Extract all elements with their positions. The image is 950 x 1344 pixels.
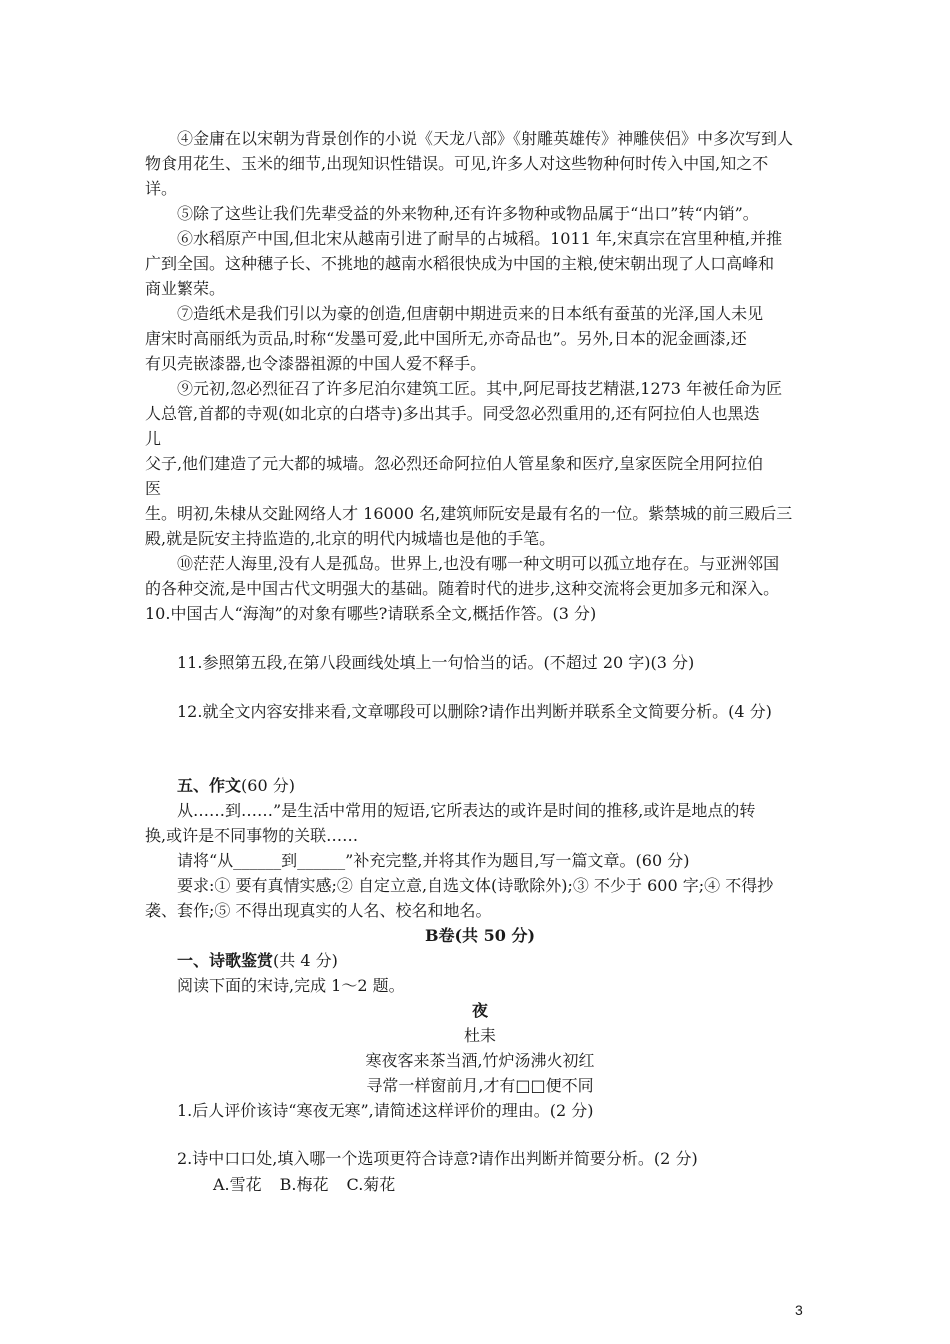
question-12: 12.就全文内容安排来看,文章哪段可以删除?请作出判断并联系全文简要分析。(4 分) [177,702,772,721]
page-number: 3 [795,1302,803,1318]
p9-line-5: 医 [145,479,162,498]
p9-line-4: 父子,他们建造了元大都的城墙。忽必烈还命阿拉伯人管星象和医疗,皇家医院全用阿拉伯 [145,454,764,473]
p9-line-3: 儿 [145,429,162,448]
poetry-section-heading: 一、诗歌鉴赏 [177,951,274,970]
p9-line-2: 人总管,首都的寺观(如北京的白塔寺)多出其手。同受忽必烈重用的,还有阿拉伯人也黑迭 [145,404,760,423]
poetry-question-2: 2.诗中口口处,填入哪一个选项更符合诗意?请作出判断并简要分析。(2 分) [177,1149,698,1168]
poetry-section-heading-line [177,950,847,972]
p7-line-1: ⑦造纸术是我们引以为豪的创造,但唐朝中期进贡来的日本纸有蚕茧的光泽,国人未见 [177,304,764,323]
poetry-section-score: (共 4 分) [273,951,338,970]
poem-author: 杜耒 [463,1026,496,1045]
essay-line-2: 换,或许是不同事物的关联…… [145,826,359,845]
essay-heading-score: (60 分) [241,776,295,795]
p6-line-2: 广到全国。这种穗子长、不挑地的越南水稻很快成为中国的主粮,使宋朝出现了人口高峰和 [145,254,775,273]
essay-prompt: 请将“从______到______”补充完整,并将其作为题目,写一篇文章。(60 分) [177,851,690,870]
essay-heading-line [177,775,847,797]
p5-line-1: ⑤除了这些让我们先辈受益的外来物种,还有许多物种或物品属于“出口”转“内销”。 [177,204,759,223]
p9-line-7: 殿,就是阮安主持监造的,北京的明代内城墙也是他的手笔。 [145,529,556,548]
poem-title: 夜 [471,1001,488,1020]
poetry-question-2-options [213,1174,883,1196]
poetry-question-1: 1.后人评价该诗“寒夜无寒”,请简述这样评价的理由。(2 分) [177,1101,594,1120]
essay-requirements-2: 袭、套作;⑤ 不得出现真实的人名、校名和地名。 [145,901,492,920]
p4-line-1: ④金庸在以宋朝为背景创作的小说《天龙八部》《射雕英雄传》神雕侠侣》中多次写到人 [177,129,794,148]
poem-line-2: 寻常一样窗前月,才有□□便不同 [366,1076,594,1095]
essay-requirements-1: 要求:① 要有真情实感;② 自定立意,自选文体(诗歌除外);③ 不少于 600 字;④ 不得抄 [177,876,774,895]
poetry-intro: 阅读下面的宋诗,完成 1～2 题。 [177,976,405,995]
question-10: 10.中国古人“海淘”的对象有哪些?请联系全文,概括作答。(3 分) [145,604,597,623]
option-b: B.梅花 [279,1175,329,1194]
p7-line-2: 唐宋时高丽纸为贡品,时称“发墨可爱,此中国所无,亦奇品也”。另外,日本的泥金画漆,还 [145,329,747,348]
option-c: C.菊花 [346,1175,396,1194]
p4-line-3: 详。 [145,179,178,198]
p10-line-1: ⑩茫茫人海里,没有人是孤岛。世界上,也没有哪一种文明可以孤立地存在。与亚洲邻国 [177,554,780,573]
p9-line-6: 生。明初,朱棣从交趾网络人才 16000 名,建筑师阮安是最有名的一位。紫禁城的前三殿后三 [145,504,793,523]
p10-line-2: 的各种交流,是中国古代文明强大的基础。随着时代的进步,这种交流将会更加多元和深入。 [145,579,780,598]
part-b-title: B卷(共 50 分) [424,926,536,945]
p6-line-3: 商业繁荣。 [145,279,226,298]
option-a: A.雪花 [213,1175,262,1194]
question-11: 11.参照第五段,在第八段画线处填上一句恰当的话。(不超过 20 字)(3 分) [177,653,695,672]
essay-line-1: 从……到……”是生活中常用的短语,它所表达的或许是时间的推移,或许是地点的转 [177,801,756,820]
p6-line-1: ⑥水稻原产中国,但北宋从越南引进了耐旱的占城稻。1011 年,宋真宗在宫里种植,并推 [177,229,783,248]
p4-line-2: 物食用花生、玉米的细节,出现知识性错误。可见,许多人对这些物种何时传入中国,知之不 [145,154,769,173]
essay-heading: 五、作文 [177,776,242,795]
p9-line-1: ⑨元初,忽必烈征召了许多尼泊尔建筑工匠。其中,阿尼哥技艺精湛,1273 年被任命为匠 [177,379,783,398]
poem-line-1: 寒夜客来茶当酒,竹炉汤沸火初红 [365,1051,595,1070]
p7-line-3: 有贝壳嵌漆器,也令漆器祖源的中国人爱不释手。 [145,354,487,373]
